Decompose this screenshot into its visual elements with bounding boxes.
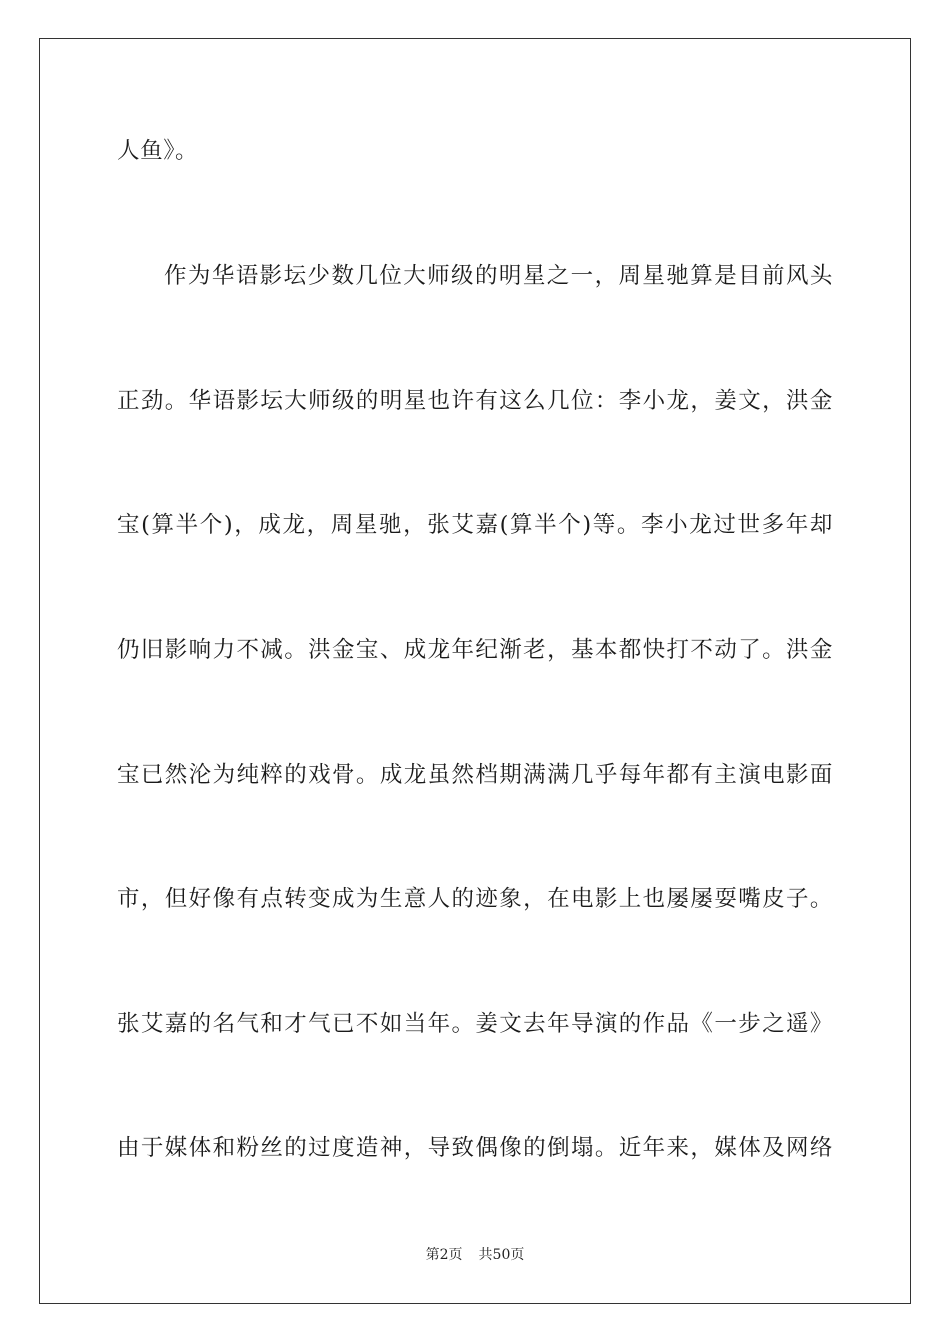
page-number: 第2页 [425, 1247, 463, 1263]
page-border [39, 38, 911, 1304]
page-total: 共50页 [478, 1247, 525, 1263]
text-line-2: 作为华语影坛少数几位大师级的明星之一，周星驰算是目前风头 [164, 263, 833, 289]
text-line-3: 正劲。华语影坛大师级的明星也许有这么几位：李小龙，姜文，洪金 [117, 388, 833, 414]
page-footer [0, 1246, 950, 1264]
text-line-7: 市，但好像有点转变成为生意人的迹象，在电影上也屡屡耍嘴皮子。 [117, 886, 833, 912]
text-line-5: 仍旧影响力不减。洪金宝、成龙年纪渐老，基本都快打不动了。洪金 [117, 637, 833, 663]
text-line-9: 由于媒体和粉丝的过度造神，导致偶像的倒塌。近年来，媒体及网络 [117, 1135, 833, 1161]
text-line-4: 宝(算半个)，成龙，周星驰，张艾嘉(算半个)等。李小龙过世多年却 [117, 512, 833, 538]
text-line-1: 人鱼》。 [117, 138, 199, 164]
text-line-6: 宝已然沦为纯粹的戏骨。成龙虽然档期满满几乎每年都有主演电影面 [117, 762, 833, 788]
text-line-8: 张艾嘉的名气和才气已不如当年。姜文去年导演的作品《一步之遥》 [117, 1011, 833, 1037]
